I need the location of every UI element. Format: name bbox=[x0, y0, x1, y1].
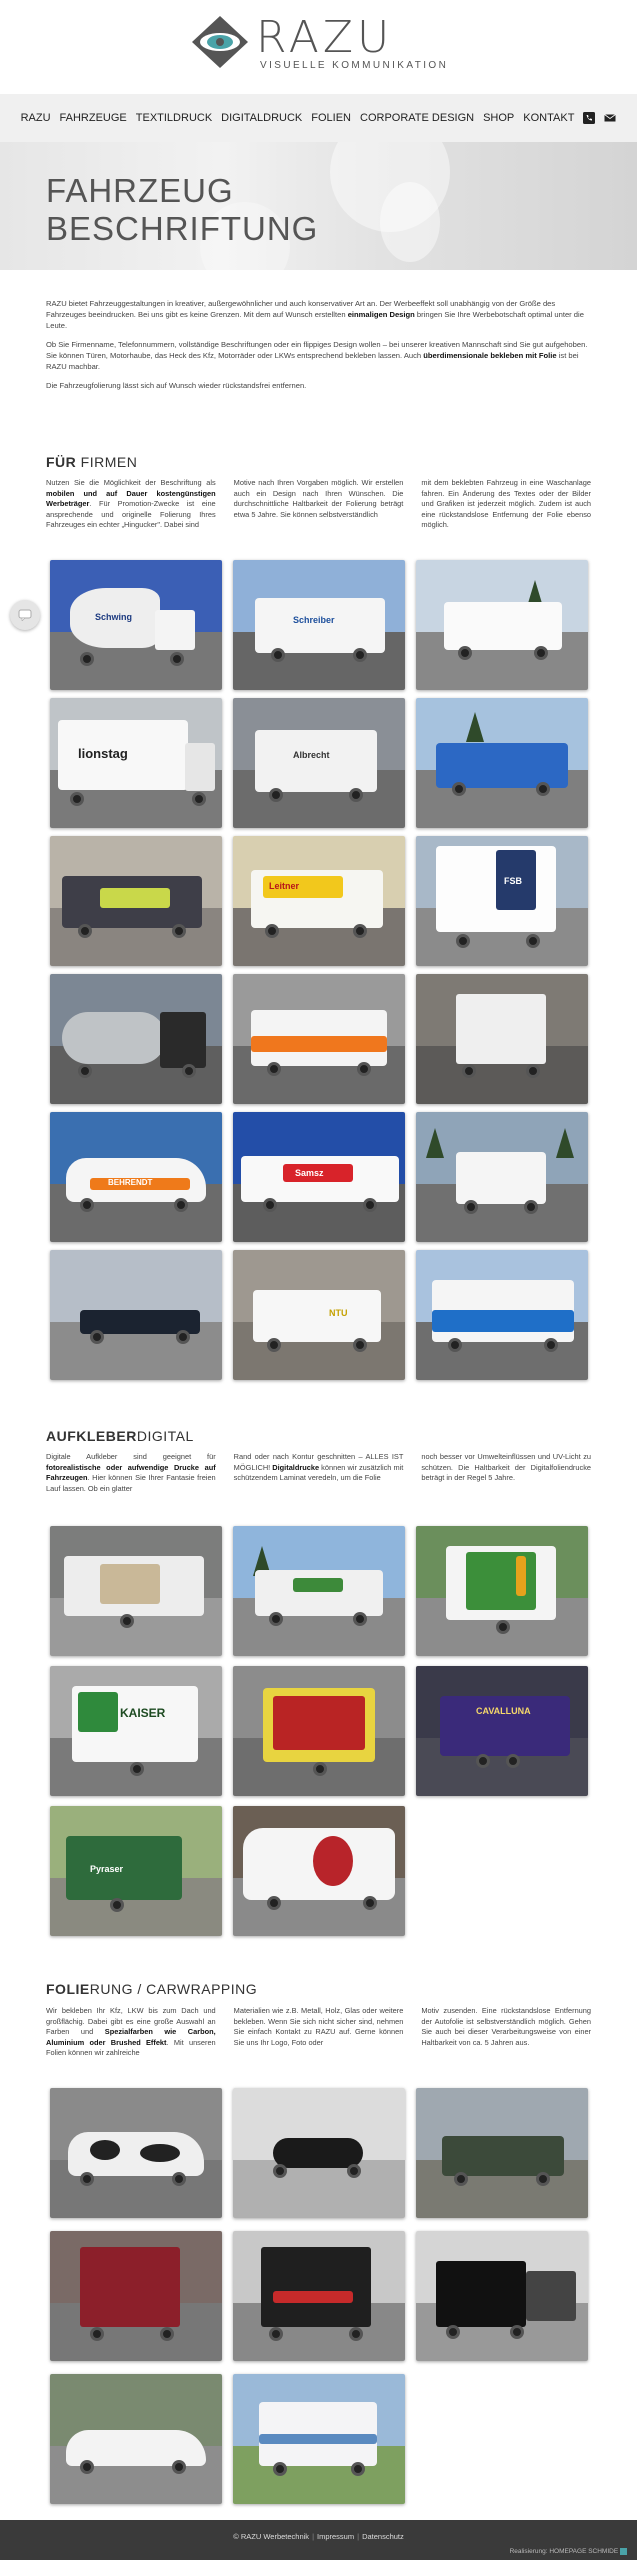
site-header bbox=[0, 0, 637, 90]
logo-tagline: VISUELLE KOMMUNIKATION bbox=[260, 60, 449, 71]
footer-datenschutz-link[interactable]: Datenschutz bbox=[362, 2532, 404, 2541]
text-column: Materialien wie z.B. Metall, Holz, Glas oder weitere bekleben. Wenn Sie sich nicht sicher sind, nehmen Sie einfach Kontakt zu RAZU auf. Gerne können Sie uns Ihr Logo, Foto oder bbox=[233, 2006, 404, 2047]
gallery-photo[interactable] bbox=[233, 2088, 405, 2218]
gallery-photo[interactable] bbox=[50, 1250, 222, 1380]
chat-icon bbox=[18, 609, 32, 621]
page-title-line2: BESCHRIFTUNG bbox=[46, 210, 319, 247]
logo-diamond-icon bbox=[190, 14, 250, 70]
gallery-photo[interactable] bbox=[50, 2088, 222, 2218]
section-text-firmen bbox=[46, 478, 591, 531]
logo-wordmark: RAZU bbox=[256, 12, 394, 63]
gallery-photo[interactable] bbox=[416, 560, 588, 690]
gallery-photo[interactable] bbox=[50, 1526, 222, 1656]
section-title-aufkleber: AUFKLEBERDIGITAL bbox=[46, 1428, 194, 1444]
gallery-photo[interactable]: KAISER bbox=[50, 1666, 222, 1796]
nav-item-shop[interactable]: SHOP bbox=[483, 112, 515, 124]
text-column: noch besser vor Umwelteinflüssen und UV-Licht zu schützen. Die Haltbarkeit der Digitalfoliendrucke beträgt in der Regel 5 Jahre. bbox=[421, 1452, 592, 1482]
gallery-photo[interactable] bbox=[50, 2374, 222, 2504]
intro-paragraph: Die Fahrzeugfolierung lässt sich auf Wunsch wieder rückstandsfrei entfernen. bbox=[46, 381, 307, 390]
gallery-photo[interactable]: Albrecht bbox=[233, 698, 405, 828]
gallery-photo[interactable] bbox=[50, 974, 222, 1104]
gallery-photo[interactable] bbox=[50, 836, 222, 966]
phone-icon[interactable] bbox=[583, 112, 595, 124]
section-title-firmen: FÜR FIRMEN bbox=[46, 454, 138, 470]
nav-item-folien[interactable]: FOLIEN bbox=[311, 112, 351, 124]
section-text-folierung bbox=[46, 2006, 591, 2059]
nav-item-razu[interactable]: RAZU bbox=[20, 112, 51, 124]
intro-paragraph: RAZU bietet Fahrzeuggestaltungen in kreativer, außergewöhnlicher und auch konservativer Art an. Der Werbeeffekt soll unabhängig von der Größe des Fahrzeuges beeindrucken. Bei uns gibt es keine Grenzen. Mit dem auf Wunsch erstellten einmaligen Design bringen Sie Ihre Werbebotschaft optimal unter die Leute. bbox=[46, 299, 584, 330]
gallery-photo[interactable] bbox=[233, 1666, 405, 1796]
text-column: Digitale Aufkleber sind geeignet für fotorealistische oder aufwendige Drucke auf Fahrzeugen. Hier können Sie Ihrer Fantasie freien Lauf lassen. Ob ein glatter bbox=[46, 1452, 216, 1493]
footer-links: © RAZU Werbetechnik | Impressum | Datenschutz bbox=[233, 2532, 404, 2541]
gallery-photo[interactable] bbox=[416, 2231, 588, 2361]
text-column: mit dem beklebten Fahrzeug in eine Waschanlage fahren. Ein Änderung des Textes oder der Bilder und Grafiken ist jederzeit möglich. Zudem ist auch eine rückstandslose Entfernung der Folie ebenso möglich. bbox=[421, 478, 592, 529]
hero-banner bbox=[0, 142, 637, 270]
gallery-photo[interactable]: BEHRENDT bbox=[50, 1112, 222, 1242]
nav-item-kontakt[interactable]: KONTAKT bbox=[523, 112, 575, 124]
text-column: Wir bekleben Ihr Kfz, LKW bis zum Dach und großflächig. Dabei gibt es eine große Auswahl an Farben und Spezialfarben wie Carbon, Aluminium oder Brushed Effekt. Mit unseren Folien können wir zahlreiche bbox=[46, 2006, 216, 2057]
gallery-photo[interactable]: Schreiber bbox=[233, 560, 405, 690]
nav-item-fahrzeuge[interactable]: FAHRZEUGE bbox=[59, 112, 127, 124]
gallery-photo[interactable] bbox=[416, 1250, 588, 1380]
text-column: Motiv zusenden. Eine rückstandslose Entfernung der Autofolie ist selbstverständlich möglich. Gehen Sie auch bei dieser Verarbeitungsweise von einer Haltbarkeit von ca. 5 Jahren aus. bbox=[421, 2006, 592, 2047]
nav-item-digitaldruck[interactable]: DIGITALDRUCK bbox=[221, 112, 303, 124]
gallery-photo[interactable]: Schwing bbox=[50, 560, 222, 690]
gallery-photo[interactable]: NTU bbox=[233, 1250, 405, 1380]
gallery-photo[interactable]: FSB bbox=[416, 836, 588, 966]
text-column: Nutzen Sie die Möglichkeit der Beschriftung als mobilen und auf Dauer kostengünstigen Werbeträger. Für Promotion-Zwecke ist eine ansprechende und originelle Folierung Ihres Fahrzeuges ein echter „Hingucker". Dabei sind bbox=[46, 478, 216, 529]
site-footer bbox=[0, 2520, 637, 2560]
text-column: Rand oder nach Kontur geschnitten – ALLES IST MÖGLICH! Digitaldrucke können wir zusätzlich mit schützendem Laminat veredeln, um die Folie bbox=[233, 1452, 404, 1482]
gallery-photo[interactable] bbox=[233, 2231, 405, 2361]
page-title-line1: FAHRZEUG bbox=[46, 172, 234, 209]
gallery-photo[interactable] bbox=[233, 2374, 405, 2504]
intro-text bbox=[46, 298, 591, 399]
intro-paragraph: Ob Sie Firmenname, Telefonnummern, vollständige Beschriftungen oder ein flippiges Design wollen – bei unserer kreativen Mannschaft sind Sie gut aufgehoben. Sie können Türen, Motorhaube, das Heck des Kfz, Motorräder oder LKWs entsprechend bekleben lassen. Auch überdimensionale bekleben mit Folie ist bei RAZU machbar. bbox=[46, 340, 588, 371]
chat-button[interactable] bbox=[10, 600, 40, 630]
gallery-photo[interactable] bbox=[416, 974, 588, 1104]
section-text-aufkleber bbox=[46, 1452, 591, 1494]
gallery-photo[interactable]: Samsz bbox=[233, 1112, 405, 1242]
section-title-folierung: FOLIERUNG / CARWRAPPING bbox=[46, 1981, 258, 1997]
gallery-photo[interactable] bbox=[50, 2231, 222, 2361]
gallery-photo[interactable] bbox=[416, 698, 588, 828]
gallery-photo[interactable] bbox=[233, 1526, 405, 1656]
gallery-photo[interactable]: Leitner bbox=[233, 836, 405, 966]
gallery-firmen bbox=[50, 560, 588, 1380]
gallery-photo[interactable] bbox=[416, 1112, 588, 1242]
gallery-photo[interactable]: Pyraser bbox=[50, 1806, 222, 1936]
gallery-photo[interactable] bbox=[416, 1526, 588, 1656]
razu-logo[interactable] bbox=[190, 12, 450, 72]
text-column: Motive nach Ihren Vorgaben möglich. Wir erstellen auch ein Design nach Ihren Wünschen. Die durchschnittliche Haltbarkeit der Folierung beträgt etwa 5 Jahre. Sie können selbstverständlich bbox=[233, 478, 404, 519]
gallery-photo[interactable] bbox=[416, 2088, 588, 2218]
gallery-aufkleber bbox=[50, 1526, 588, 1936]
nav-item-textildruck[interactable]: TEXTILDRUCK bbox=[135, 112, 213, 124]
nav-item-corporate-design[interactable]: CORPORATE DESIGN bbox=[360, 112, 475, 124]
page-title bbox=[46, 172, 318, 248]
gallery-photo[interactable]: CAVALLUNA bbox=[416, 1666, 588, 1796]
main-navigation bbox=[0, 94, 637, 142]
footer-credit-link[interactable]: Realisierung: HOMEPAGE SCHMIDE bbox=[510, 2548, 627, 2555]
gallery-photo[interactable] bbox=[233, 974, 405, 1104]
credit-icon bbox=[620, 2548, 627, 2555]
footer-copyright: © RAZU Werbetechnik bbox=[233, 2532, 310, 2541]
gallery-folierung bbox=[50, 2088, 588, 2504]
gallery-photo[interactable]: lionstag bbox=[50, 698, 222, 828]
gallery-photo[interactable] bbox=[233, 1806, 405, 1936]
mail-icon[interactable] bbox=[604, 112, 616, 124]
footer-impressum-link[interactable]: Impressum bbox=[317, 2532, 355, 2541]
